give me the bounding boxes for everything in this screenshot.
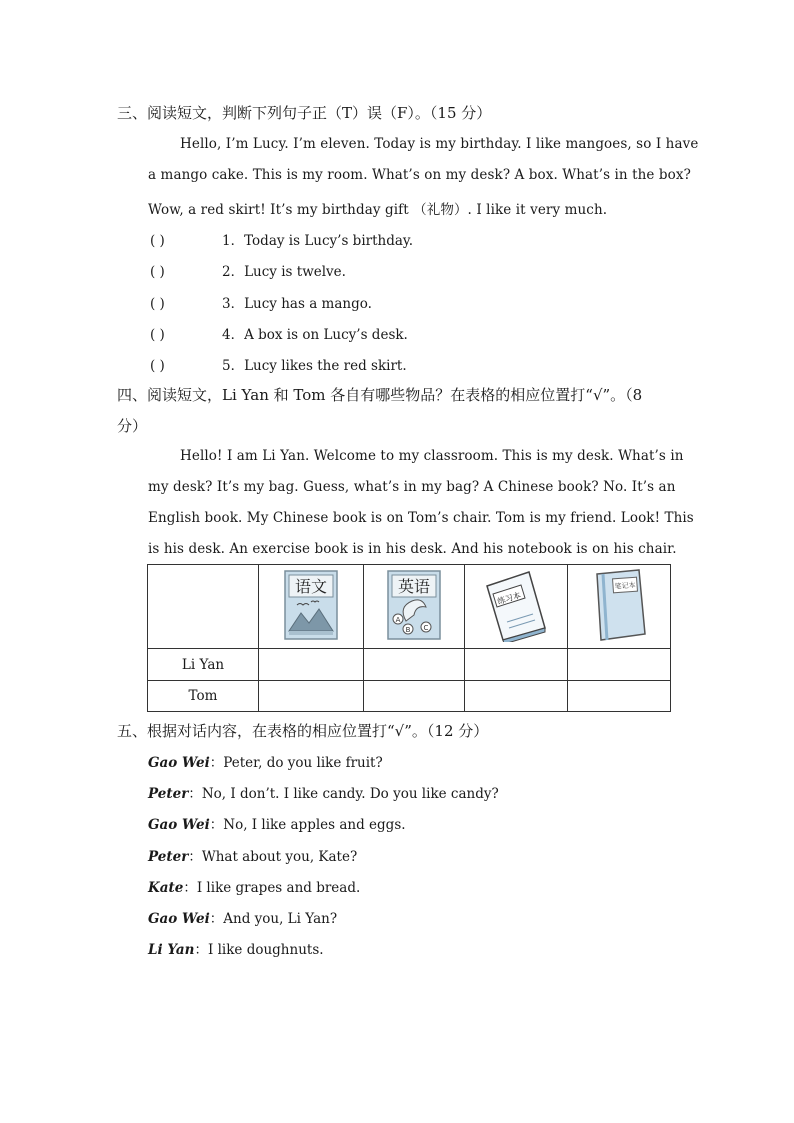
speaker: Peter bbox=[148, 786, 189, 802]
separator: ： bbox=[194, 942, 208, 958]
dialogue-line bbox=[148, 845, 357, 865]
speaker: Peter bbox=[148, 849, 189, 865]
passage-line: Wow, a red skirt! It’s my birthday gift （礼物）. I like it very much. bbox=[148, 202, 608, 218]
answer-cell[interactable] bbox=[259, 649, 364, 681]
speaker: Gao Wei bbox=[148, 817, 210, 833]
question-text: 3．Lucy has a mango. bbox=[222, 296, 372, 312]
chinese-book-cell bbox=[259, 565, 364, 649]
table-header-row bbox=[148, 565, 671, 649]
letter-c: C bbox=[423, 623, 429, 632]
section5-heading: 五、根据对话内容，在表格的相应位置打“√”。（12 分） bbox=[117, 722, 489, 740]
row-label-li-yan: Li Yan bbox=[148, 649, 259, 681]
answer-cell[interactable] bbox=[364, 649, 465, 681]
speaker: Kate bbox=[148, 880, 184, 896]
table-row bbox=[148, 649, 671, 681]
separator: ： bbox=[209, 755, 224, 771]
utterance: No, I don’t. I like candy. Do you like candy? bbox=[201, 786, 499, 802]
table-row bbox=[148, 681, 671, 712]
items-table bbox=[147, 564, 671, 712]
utterance: And you, Li Yan? bbox=[223, 911, 338, 927]
speaker: Li Yan bbox=[148, 942, 195, 958]
chinese-book-icon bbox=[283, 569, 339, 641]
dialogue-line bbox=[148, 751, 383, 771]
letter-a: A bbox=[395, 615, 401, 624]
separator: ： bbox=[188, 786, 202, 802]
english-book-label: 英语 bbox=[397, 576, 431, 596]
letter-b: B bbox=[405, 625, 411, 634]
answer-cell[interactable] bbox=[568, 681, 671, 712]
answer-cell[interactable] bbox=[259, 681, 364, 712]
dialogue-line bbox=[148, 907, 337, 927]
passage-line: Hello! I am Li Yan. Welcome to my classroom. This is my desk. What’s in bbox=[180, 448, 684, 464]
separator: ： bbox=[209, 817, 224, 833]
exercise-book-icon bbox=[481, 568, 551, 642]
question-text: 1．Today is Lucy’s birthday. bbox=[222, 233, 414, 249]
speaker: Gao Wei bbox=[148, 755, 210, 771]
question-item bbox=[150, 229, 413, 249]
row-label-tom: Tom bbox=[148, 681, 259, 712]
exercise-book-label: 练习本 bbox=[496, 590, 522, 606]
answer-blank[interactable]: ( ) bbox=[150, 233, 165, 249]
answer-cell[interactable] bbox=[364, 681, 465, 712]
section4-heading: 四、阅读短文，Li Yan 和 Tom 各自有哪些物品？在表格的相应位置打“√”。（8 bbox=[117, 386, 643, 404]
passage-line: a mango cake. This is my room. What’s on my desk? A box. What’s in the box? bbox=[148, 167, 691, 183]
section4-heading-cont: 分） bbox=[117, 417, 148, 435]
english-book-cell bbox=[364, 565, 465, 649]
table-corner-cell bbox=[148, 565, 259, 649]
answer-cell[interactable] bbox=[568, 649, 671, 681]
notebook-cell bbox=[568, 565, 671, 649]
dialogue-line bbox=[148, 813, 406, 833]
speaker: Gao Wei bbox=[148, 911, 210, 927]
passage-line: my desk? It’s my bag. Guess, what’s in my bag? A Chinese book? No. It’s an bbox=[148, 479, 676, 495]
dialogue-line bbox=[148, 782, 499, 802]
utterance: No, I like apples and eggs. bbox=[223, 817, 406, 833]
section3-heading: 三、阅读短文，判断下列句子正（T）误（F）。（15 分） bbox=[117, 104, 492, 122]
answer-cell[interactable] bbox=[465, 649, 568, 681]
answer-blank[interactable]: ( ) bbox=[150, 264, 165, 280]
question-item bbox=[150, 292, 372, 312]
passage-line: is his desk. An exercise book is in his desk. And his notebook is on his chair. bbox=[148, 541, 677, 557]
notebook-icon bbox=[589, 568, 649, 642]
separator: ： bbox=[183, 880, 197, 896]
utterance: What about you, Kate? bbox=[201, 849, 358, 865]
utterance: I like doughnuts. bbox=[207, 942, 324, 958]
dialogue-line bbox=[148, 876, 360, 896]
answer-blank[interactable]: ( ) bbox=[150, 327, 165, 343]
passage-line: English book. My Chinese book is on Tom’s chair. Tom is my friend. Look! This bbox=[148, 510, 694, 526]
question-item bbox=[150, 354, 407, 374]
dialogue-line bbox=[148, 938, 324, 958]
answer-blank[interactable]: ( ) bbox=[150, 296, 165, 312]
separator: ： bbox=[188, 849, 202, 865]
question-text: 5．Lucy likes the red skirt. bbox=[222, 358, 407, 374]
separator: ： bbox=[209, 911, 224, 927]
question-item bbox=[150, 260, 346, 280]
answer-blank[interactable]: ( ) bbox=[150, 358, 165, 374]
answer-cell[interactable] bbox=[465, 681, 568, 712]
chinese-book-label: 语文 bbox=[294, 576, 328, 596]
question-text: 2．Lucy is twelve. bbox=[222, 264, 346, 280]
question-text: 4．A box is on Lucy’s desk. bbox=[222, 327, 408, 343]
utterance: Peter, do you like fruit? bbox=[223, 755, 383, 771]
passage-line: Hello, I’m Lucy. I’m eleven. Today is my birthday. I like mangoes, so I have bbox=[180, 136, 699, 152]
notebook-label: 笔记本 bbox=[614, 580, 636, 591]
utterance: I like grapes and bread. bbox=[196, 880, 361, 896]
question-item bbox=[150, 323, 408, 343]
exercise-book-cell bbox=[465, 565, 568, 649]
english-book-icon bbox=[386, 569, 442, 641]
